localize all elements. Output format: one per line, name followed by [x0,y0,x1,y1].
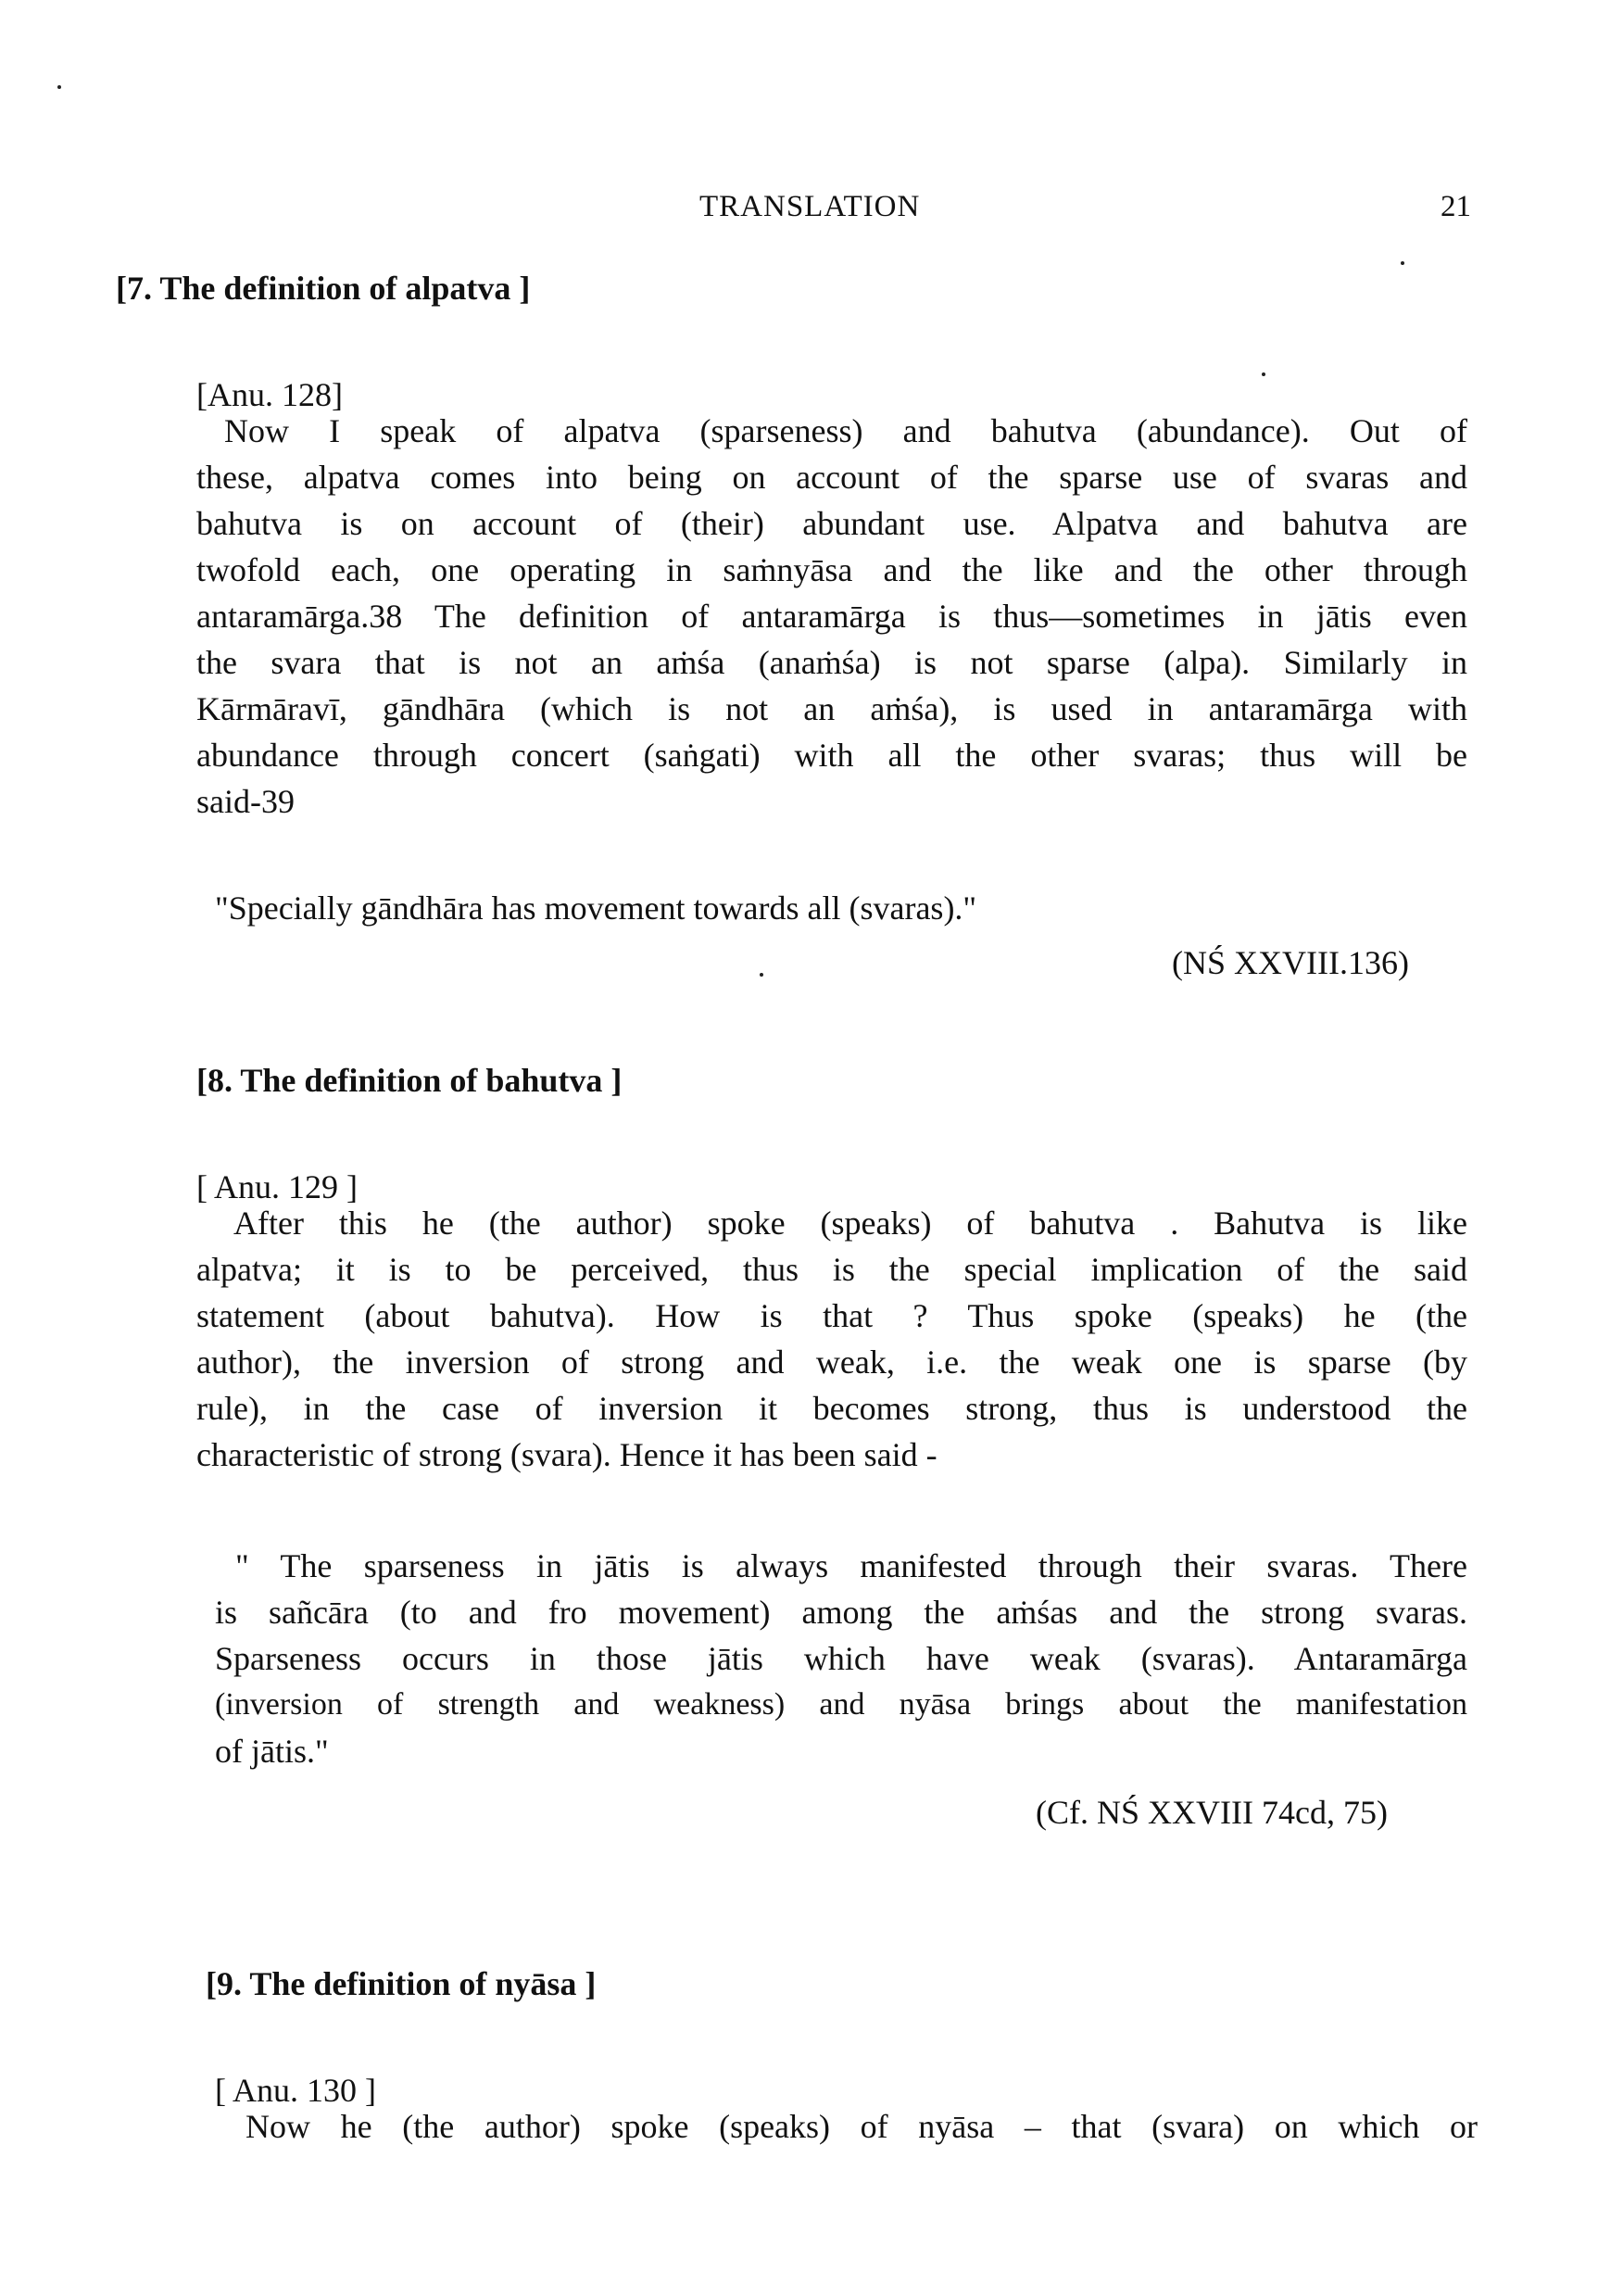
quote-line: Sparseness occurs in those jātis which have weak (svaras). Antaramārga [215,1640,1467,1677]
paragraph-line: alpatva; it is to be perceived, thus is the special implication of the said [196,1251,1467,1288]
scan-speck [1262,372,1265,376]
page-number: 21 [1441,190,1471,223]
quote-line: (inversion of strength and weakness) and nyāsa brings about the manifestation [215,1687,1467,1722]
quote-line: is sañcāra (to and fro movement) among the aṁśas and the strong svaras. [215,1594,1467,1631]
paragraph-line: author), the inversion of strong and weak, i.e. the weak one is sparse (by [196,1344,1467,1381]
block-quote [215,1543,1467,1774]
paragraph-line: these, alpatva comes into being on account of the sparse use of svaras and [196,459,1467,496]
paragraph-line: characteristic of strong (svara). Hence it has been said - [196,1436,937,1473]
quote-line: " The sparseness in jātis is always manifested through their svaras. There [235,1547,1467,1584]
anu-reference: [Anu. 128] [196,376,343,413]
paragraph-line: Now I speak of alpatva (sparseness) and bahutva (abundance). Out of [224,412,1467,449]
paragraph-line: twofold each, one operating in saṁnyāsa and the like and the other through [196,551,1467,588]
citation: (Cf. NŚ XXVIII 74cd, 75) [1036,1794,1388,1831]
running-title: TRANSLATION [699,190,921,223]
quote-line: of jātis." [215,1733,329,1770]
anu-reference: [ Anu. 130 ] [215,2072,376,2109]
paragraph-line: antaramārga.38 The definition of antaramārga is thus—sometimes in jātis even [196,598,1467,635]
scan-speck [760,973,763,977]
paragraph-line: statement (about bahutva). How is that ? Thus spoke (speaks) he (the [196,1297,1467,1334]
block-quote [215,885,1327,931]
section-heading-nyasa: [9. The definition of nyāsa ] [206,1965,597,2002]
scan-speck [1401,261,1404,265]
scan-speck [57,85,61,89]
paragraph-line: said-39 [196,783,295,820]
paragraph-line: rule), in the case of inversion it becomes strong, thus is understood the [196,1390,1467,1427]
section-paragraph [245,2103,1478,2150]
anu-reference: [ Anu. 129 ] [196,1168,358,1205]
paragraph-line: abundance through concert (saṅgati) with all the other svaras; thus will be [196,737,1467,774]
section-paragraph [196,408,1467,825]
section-heading-alpatva: [7. The definition of alpatva ] [116,270,531,307]
paragraph-line: After this he (the author) spoke (speaks) of bahutva . Bahutva is like [233,1205,1467,1242]
running-head [0,190,1598,236]
paragraph-line: Now he (the author) spoke (speaks) of nyāsa – that (svara) on which or [245,2108,1478,2145]
paragraph-line: Kārmāravī, gāndhāra (which is not an aṁśa), is used in antaramārga with [196,690,1467,727]
citation: (NŚ XXVIII.136) [1172,944,1409,981]
paragraph-line: bahutva is on account of (their) abundant use. Alpatva and bahutva are [196,505,1467,542]
section-paragraph [196,1200,1467,1478]
paragraph-line: the svara that is not an aṁśa (anaṁśa) is not sparse (alpa). Similarly in [196,644,1467,681]
quote-line: "Specially gāndhāra has movement towards all (svaras)." [215,889,977,927]
section-heading-bahutva: [8. The definition of bahutva ] [196,1062,623,1099]
